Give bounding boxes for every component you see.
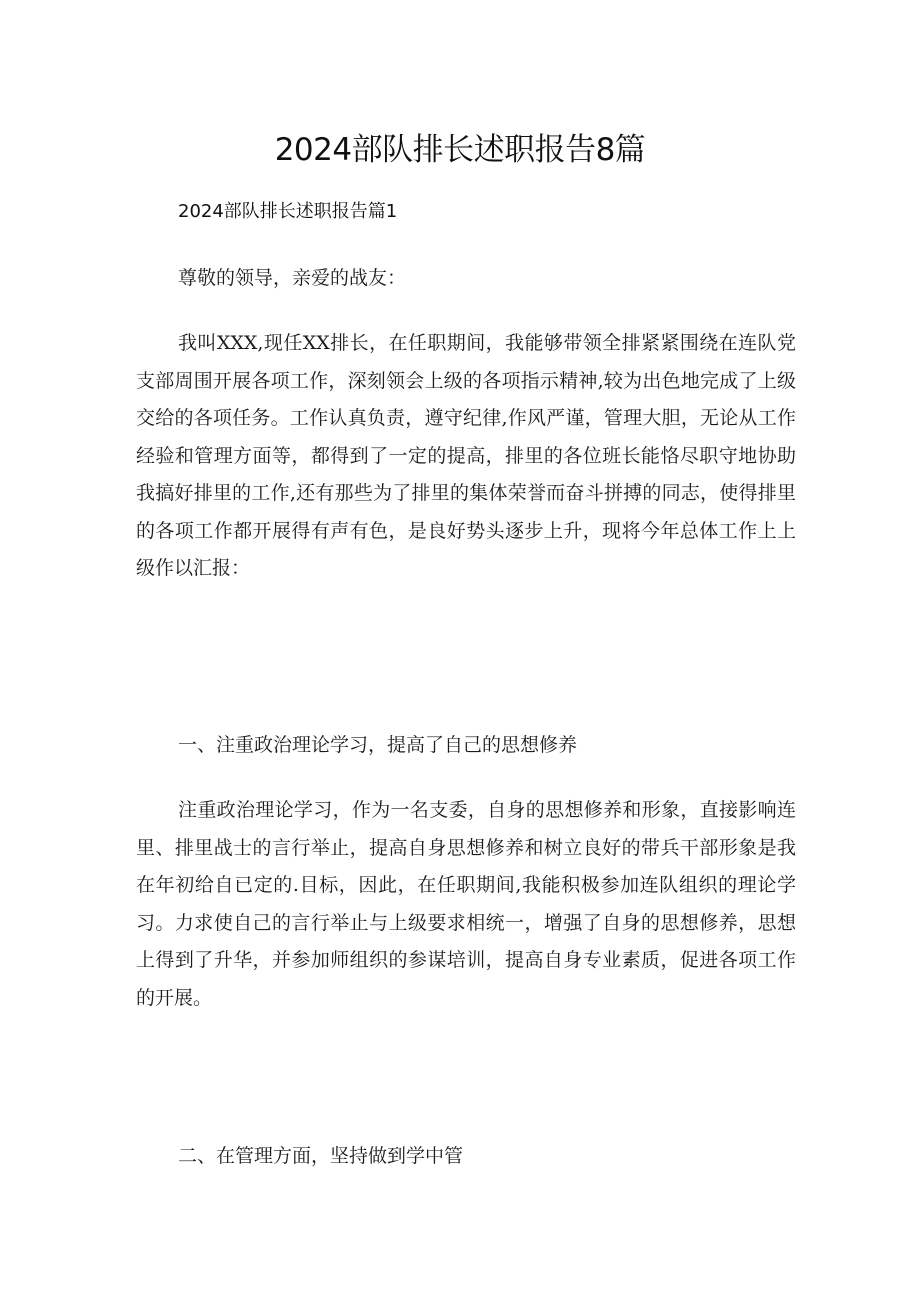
- section-subtitle: 2024部队排长述职报告篇1: [178, 201, 398, 222]
- paragraph-political-study: 注重政治理论学习，作为一名支委，自身的思想修养和形象，直接影响连里、排里战士的言行举止，提高自身思想修养和树立良好的带兵干部形象是我在年初给自已定的.目标，因此，在任职期间,我能积极参加连队组织的理论学习。力求使自己的言行举止与上级要求相统一，增强了自身的思想修养，思想上得到了升华，并参加师组织的参谋培训，提高自身专业素质，促进各项工作的开展。: [136, 799, 796, 1009]
- section-heading-2: 二、在管理方面，坚持做到学中管: [178, 1145, 464, 1167]
- greeting-line: 尊敬的领导，亲爱的战友：: [178, 267, 407, 289]
- section-heading-1: 一、注重政治理论学习，提高了自己的思想修养: [178, 734, 578, 756]
- document-title: 2024部队排长述职报告8篇: [274, 132, 646, 168]
- paragraph-intro: 我叫XXX,现任XX排长，在任职期间，我能够带领全排紧紧围绕在连队党支部周围开展各项工作，深刻领会上级的各项指示精神,较为出色地完成了上级交给的各项任务。工作认真负责，遵守纪律,作风严谨，管理大胆，无论从工作经验和管理方面等，都得到了一定的提高，排里的各位班长能恪尽职守地协助我搞好排里的工作,还有那些为了排里的集体荣誉而奋斗拼搏的同志，使得排里的各项工作都开展得有声有色，是良好势头逐步上升，现将今年总体工作上上级作以汇报：: [136, 332, 796, 579]
